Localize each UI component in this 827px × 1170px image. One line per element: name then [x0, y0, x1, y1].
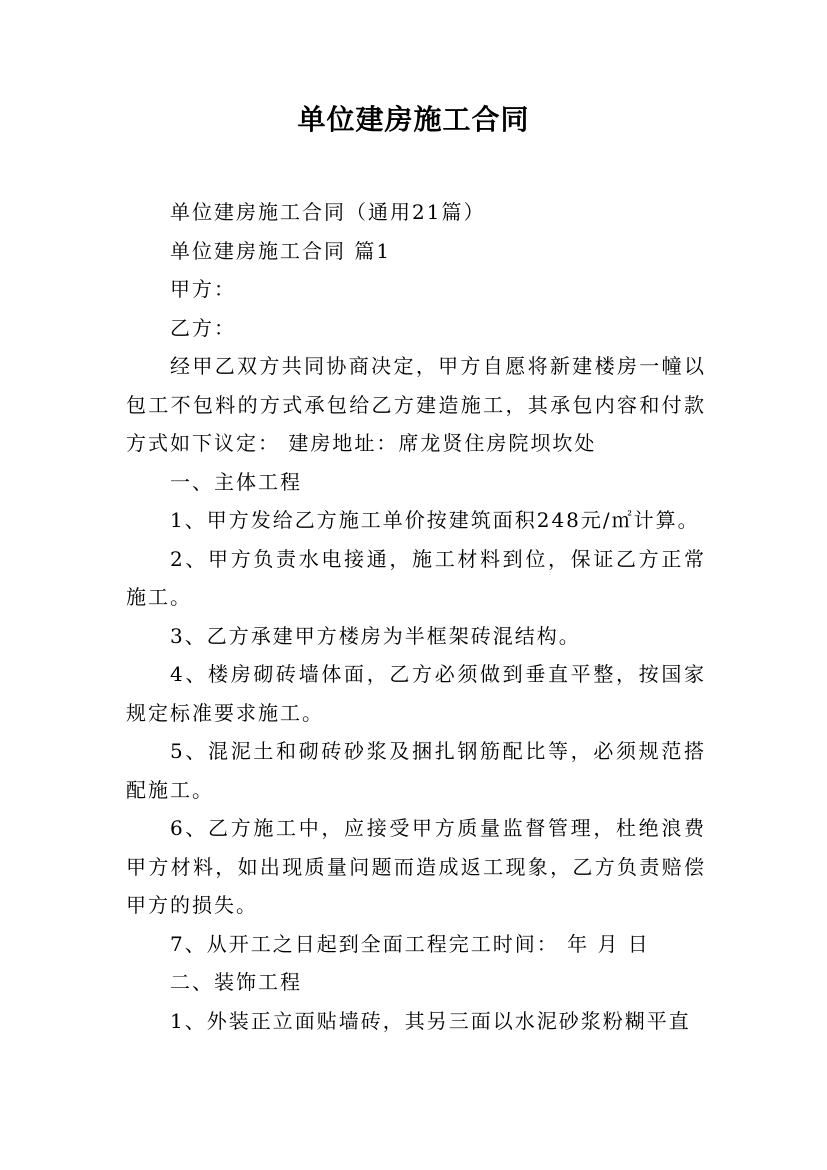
paragraph-clause: 5、混泥土和砌砖砂浆及捆扎钢筋配比等，必须规范搭配施工。 [126, 739, 706, 802]
paragraph-agreement-intro: 经甲乙双方共同协商决定，甲方自愿将新建楼房一幢以包工不包料的方式承包给乙方建造施工，其承包内容和付款方式如下议定： 建房地址：席龙贤住房院坝坎处 [126, 354, 706, 455]
paragraph-clause: 3、乙方承建甲方楼房为半框架砖混结构。 [170, 623, 581, 648]
paragraph-subtitle: 单位建房施工合同（通用21篇） [170, 200, 486, 224]
paragraph-section-heading: 单位建房施工合同 篇1 [170, 238, 392, 263]
document-title: 单位建房施工合同 [297, 103, 530, 136]
paragraph-clause: 7、从开工之日起到全面工程完工时间： 年 月 日 [170, 931, 650, 956]
document-body [126, 193, 706, 1040]
paragraph-clause: 2、甲方负责水电接通，施工材料到位，保证乙方正常施工。 [126, 546, 706, 609]
paragraph-clause: 1、甲方发给乙方施工单价按建筑面积248元/㎡计算。 [170, 508, 700, 532]
paragraph-heading-main-works: 一、主体工程 [170, 469, 302, 494]
paragraph-party-b: 乙方： [170, 315, 236, 340]
paragraph-heading-decoration-works: 二、装饰工程 [170, 970, 302, 994]
paragraph-clause: 4、楼房砌砖墙体面，乙方必须做到垂直平整，按国家规定标准要求施工。 [126, 662, 706, 725]
paragraph-party-a: 甲方： [170, 277, 236, 301]
paragraph-clause: 1、外装正立面贴墙砖，其另三面以水泥砂浆粉糊平直 [170, 1008, 691, 1033]
paragraph-clause: 6、乙方施工中，应接受甲方质量监督管理，杜绝浪费甲方材料，如出现质量问题而造成返工现象，乙方负责赔偿甲方的损失。 [126, 816, 706, 917]
